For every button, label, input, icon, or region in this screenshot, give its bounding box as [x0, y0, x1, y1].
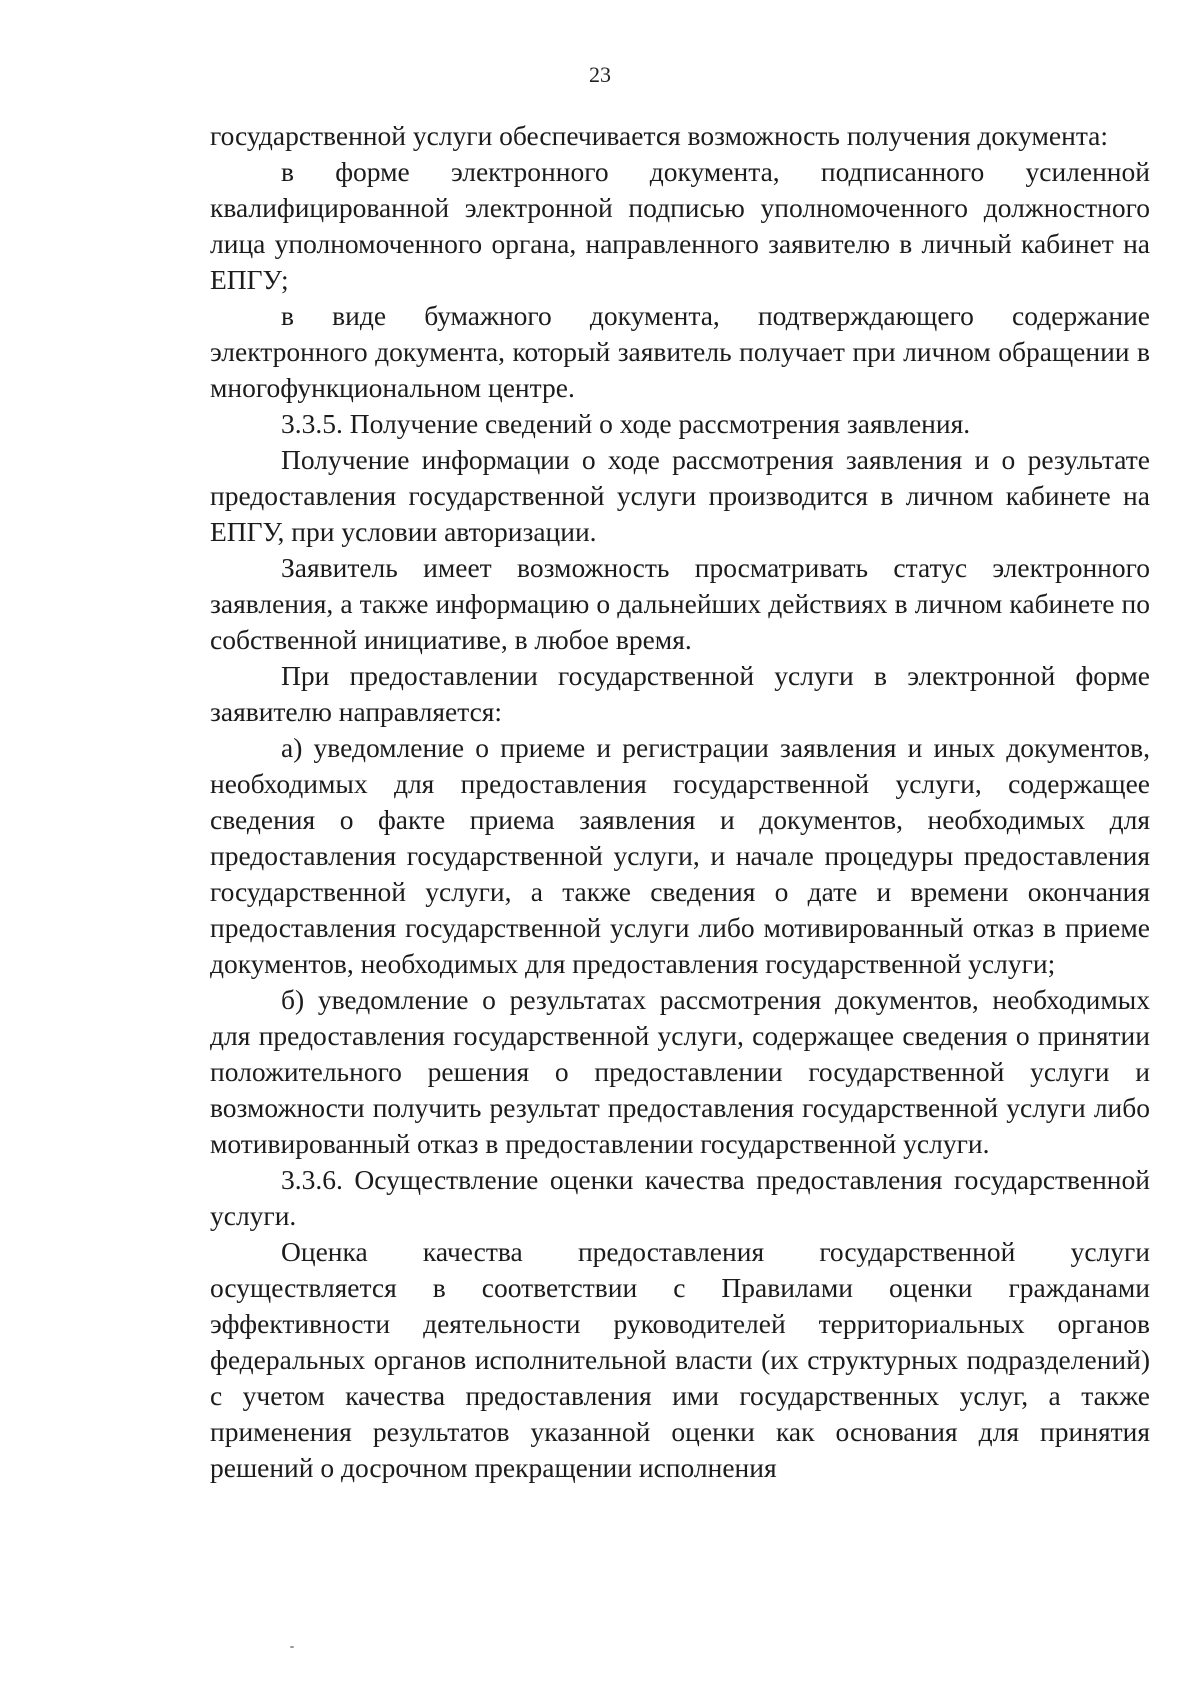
paragraph-paper-document: в виде бумажного документа, подтверждающего содержание электронного документа, который заявитель получает при личном обращении в многофункциональном центре. — [210, 300, 1150, 403]
paragraph-quality-assessment: Оценка качества предоставления государственной услуги осуществляется в соответствии с Правилами оценки гражданами эффективности деятельности руководителей территориальных органов федеральных органов исполнительной власти (их структурных подразделений) с учетом качества предоставления ими государственных услуг, а также применения результатов указанной оценки как основания для принятия решений о досрочном прекращении исполнения — [210, 1236, 1150, 1483]
scan-artifact — [290, 1646, 294, 1648]
list-item-b: б) уведомление о результатах рассмотрения документов, необходимых для предоставления государственной услуги, содержащее сведения о принятии положительного решения о предоставлении государственной услуги и возможности получить результат предоставления государственной услуги либо мотивированный отказ в предоставлении государственной услуги. — [210, 984, 1150, 1159]
body-text — [210, 118, 1150, 1486]
page-number: 23 — [589, 62, 611, 87]
paragraph-notifications-intro: При предоставлении государственной услуги в электронной форме заявителю направляется: — [210, 660, 1150, 727]
section-heading-3-3-6: 3.3.6. Осуществление оценки качества предоставления государственной услуги. — [210, 1164, 1150, 1231]
paragraph-view-status: Заявитель имеет возможность просматривать статус электронного заявления, а также информацию о дальнейших действиях в личном кабинете по собственной инициативе, в любое время. — [210, 552, 1150, 655]
section-heading-3-3-5: 3.3.5. Получение сведений о ходе рассмотрения заявления. — [281, 408, 971, 439]
paragraph-status-info: Получение информации о ходе рассмотрения заявления и о результате предоставления государственной услуги производится в личном кабинете на ЕПГУ, при условии авторизации. — [210, 444, 1150, 547]
paragraph-electronic-document: в форме электронного документа, подписанного усиленной квалифицированной электронной подписью уполномоченного должностного лица уполномоченного органа, направленного заявителю в личный кабинет на ЕПГУ; — [210, 156, 1150, 295]
list-item-a: а) уведомление о приеме и регистрации заявления и иных документов, необходимых для предоставления государственной услуги, содержащее сведения о факте приема заявления и документов, необходимых для предоставления государственной услуги, и начале процедуры предоставления государственной услуги, а также сведения о дате и времени окончания предоставления государственной услуги либо мотивированный отказ в приеме документов, необходимых для предоставления государственной услуги; — [210, 732, 1150, 979]
paragraph-continuation: государственной услуги обеспечивается возможность получения документа: — [210, 120, 1109, 151]
